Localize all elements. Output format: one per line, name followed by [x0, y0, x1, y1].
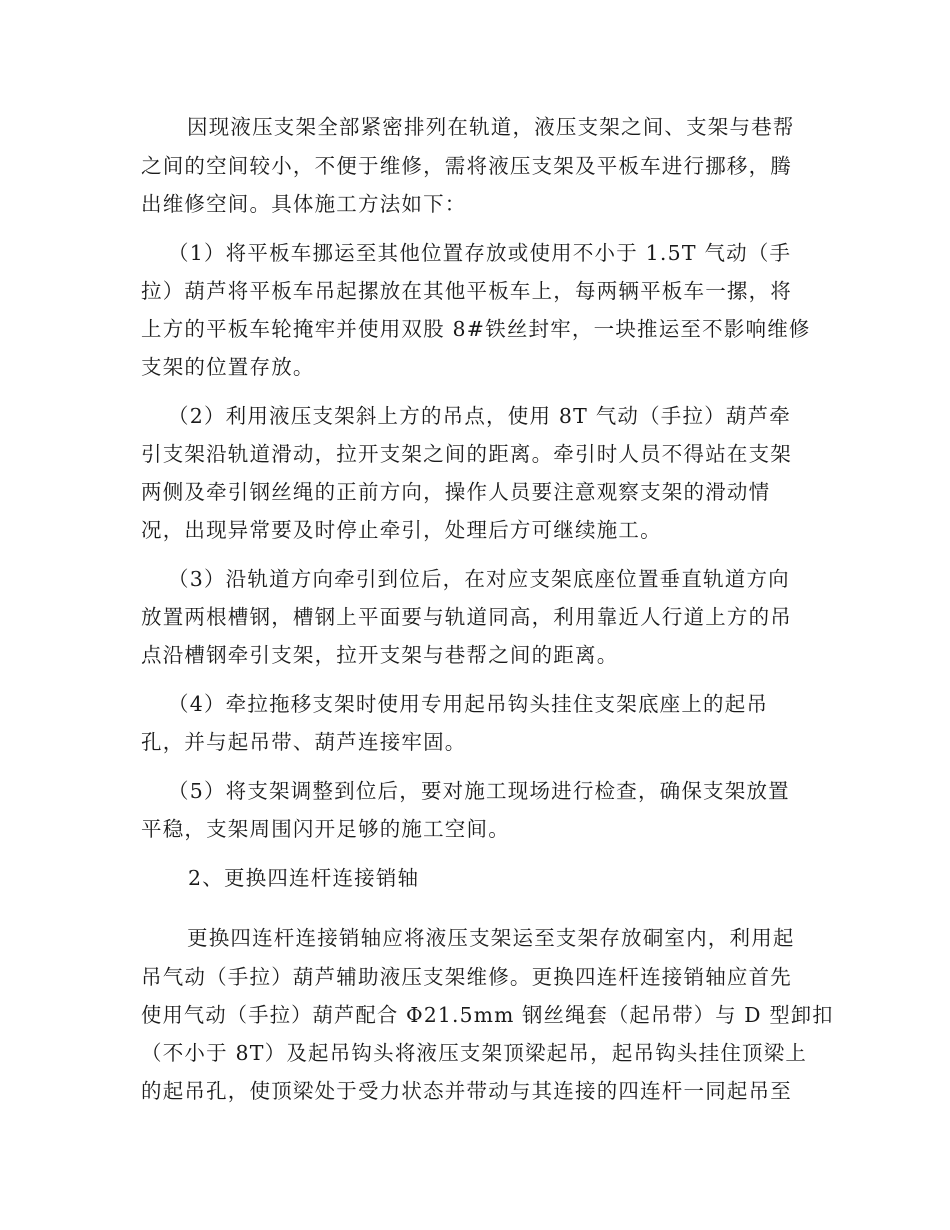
paragraph-line: 放置两根槽钢，槽钢上平面要与轨道同高，利用靠近人行道上方的吊 — [141, 605, 792, 629]
paragraph-line: 使用气动（手拉）葫芦配合 Φ21.5mm 钢丝绳套（起吊带）与 D 型卸扣 — [141, 1003, 834, 1027]
paragraph-line: 平稳，支架周围闪开足够的施工空间。 — [141, 817, 510, 841]
paragraph-line: 因现液压支架全部紧密排列在轨道，液压支架之间、支架与巷帮 — [187, 115, 795, 139]
paragraph-line: （2）利用液压支架斜上方的吊点，使用 8T 气动（手拉）葫芦牵 — [168, 404, 791, 428]
paragraph-line: 拉）葫芦将平板车吊起摞放在其他平板车上，每两辆平板车一摞，将 — [141, 279, 792, 303]
paragraph-line: （1）将平板车挪运至其他位置存放或使用不小于 1.5T 气动（手 — [168, 241, 792, 265]
paragraph-line: （5）将支架调整到位后，要对施工现场进行检查，确保支架放置 — [168, 779, 790, 803]
paragraph-line: 上方的平板车轮掩牢并使用双股 8#铁丝封牢，一块推运至不影响维修 — [141, 317, 811, 341]
paragraph-line: （4）牵拉拖移支架时使用专用起吊钩头挂住支架底座上的起吊 — [168, 692, 769, 716]
section-heading: 2、更换四连杆连接销轴 — [188, 866, 420, 890]
paragraph-line: 的起吊孔，使顶梁处于受力状态并带动与其连接的四连杆一同起吊至 — [141, 1079, 792, 1103]
paragraph-line: 吊气动（手拉）葫芦辅助液压支架维修。更换四连杆连接销轴应首先 — [141, 965, 792, 989]
paragraph-line: （3）沿轨道方向牵引到位后，在对应支架底座位置垂直轨道方向 — [168, 567, 790, 591]
paragraph-line: 况，出现异常要及时停止牵引，处理后方可继续施工。 — [141, 518, 662, 542]
paragraph-line: 孔，并与起吊带、葫芦连接牢固。 — [141, 730, 467, 754]
paragraph-line: 引支架沿轨道滑动，拉开支架之间的距离。牵引时人员不得站在支架 — [141, 442, 792, 466]
paragraph-line: 出维修空间。具体施工方法如下： — [141, 192, 467, 216]
paragraph-line: 两侧及牵引钢丝绳的正前方向，操作人员要注意观察支架的滑动情 — [141, 480, 771, 504]
paragraph-line: 更换四连杆连接销轴应将液压支架运至支架存放硐室内，利用起 — [187, 926, 795, 950]
paragraph-line: 点沿槽钢牵引支架，拉开支架与巷帮之间的距离。 — [141, 643, 619, 667]
paragraph-line: 之间的空间较小，不便于维修，需将液压支架及平板车进行挪移，腾 — [141, 154, 792, 178]
paragraph-line: （不小于 8T）及起吊钩头将液压支架顶梁起吊，起吊钩头挂住顶梁上 — [141, 1041, 808, 1065]
paragraph-line: 支架的位置存放。 — [141, 355, 315, 379]
